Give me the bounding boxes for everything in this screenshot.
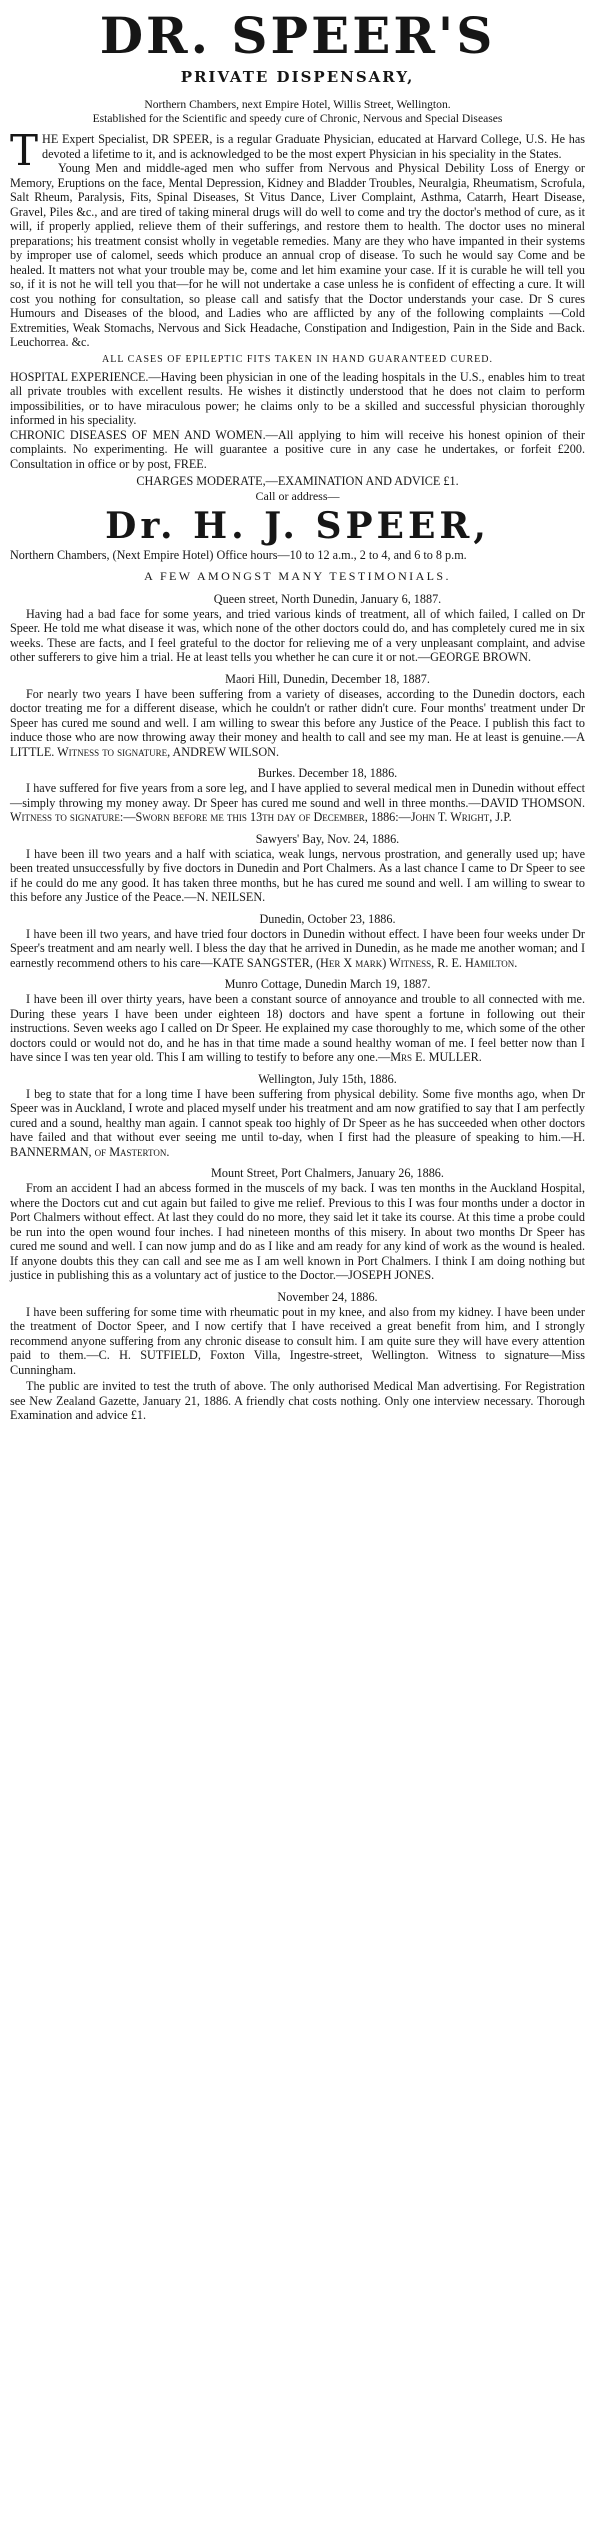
testimonial-dateline: Sawyers' Bay, Nov. 24, 1886. (255, 831, 400, 846)
testimonial-text: I beg to state that for a long time I have been suffering from physical debility. Some five months ago, when Dr Speer was in Auckland, I wrote and placed myself under his treatment and am now gratified to say that I am perfectly cured and a sound, healthy man again. I cannot speak too highly of Dr Speer as he has succeeded when other doctors have failed and that without ever seeing me until to-day, when I first had the pleasure of speaking to him.— (10, 1086, 585, 1144)
testimonial-dateline: Maori Hill, Dunedin, December 18, 1887. (225, 671, 430, 686)
testimonial-body (10, 1181, 585, 1283)
established-line: Established for the Scientific and speedy cure of Chronic, Nervous and Special Diseases (92, 112, 503, 125)
testimonial-signature: A LITTLE. Witness to signature, ANDREW WILSON. (10, 730, 585, 759)
closing-paragraph: The public are invited to test the truth of above. The only authorised Medical Man advertising. For Registration see New Zealand Gazette, January 21, 1886. A friendly chat costs nothing. Only one interview necessary. Thorough Examination and advice £1. (10, 1379, 585, 1422)
testimonial-text: I have been ill two years and a half with sciatica, weak lungs, nervous prostration, and generally used up; have been treated unsuccessfully by five doctors in Dunedin and Port Chalmers. As a last chance I came to Dr Speer to see if he could do me any good. It has taken three months, but he has cured me sound and well. I am willing to swear to this before any Justice of the Peace.— (10, 846, 585, 904)
charges-line: CHARGES MODERATE,—EXAMINATION AND ADVICE £1. (136, 474, 459, 488)
testimonial-signature: Mrs E. MULLER. (390, 1050, 482, 1064)
testimonial-body (10, 992, 585, 1065)
testimonial-dateline: Queen street, North Dunedin, January 6, 1887. (213, 591, 442, 606)
intro-text: HE Expert Specialist, DR SPEER, is a regular Graduate Physician, educated at Harvard College, U.S. He has devoted a lifetime to it, and is acknowledged to be the most expert Physician in his speciality in the States. (42, 132, 585, 161)
testimonial-signature: GEORGE BROWN. (430, 650, 531, 664)
testimonial-signature: DAVID THOMSON. Witness to signature:—Sworn before me this 13th day of December, 1886:—John T. Wright, J.P. (10, 795, 585, 824)
testimonial-signature: KATE SANGSTER, (Her X mark) Witness, R. E. Hamilton. (212, 955, 518, 970)
testimonial-item (10, 1289, 585, 1378)
testimonial-item (10, 591, 585, 665)
testimonial-text: I have been ill over thirty years, have been a constant source of annoyance and trouble to all connected with me. During these years I have been under eighteen 18) doctors and have spent a fortune in following out their instructions. Seven weeks ago I called on Dr Speer. He explained my case thoroughly to me, which some of the other doctors could or would not do, and he has in that time made a sound healthy woman of me. I feel better now than I have since I was ten year old. This I am willing to testify to before any one.— (10, 992, 585, 1064)
testimonial-body (10, 781, 585, 825)
testimonial-dateline: November 24, 1886. (277, 1289, 378, 1304)
testimonial-body (10, 687, 585, 760)
testimonial-text: From an accident I had an abcess formed in the muscels of my back. I was ten months in the Auckland Hospital, where the Doctors cut and cut again but failed to give me relief. Previous to this I was four months under a doctor in Port Chalmers without effect. At last they could do no more, they said let it take its course. At this time a probe could be run into the open wound four inches. I had nineteen months of this misery. In about two months Dr Speer has cured me sound and well. I can now jump and do as I like and am ready for any kind of work as the wound is healed. If anyone doubts this they can call and see me as I am well known in Port Chalmers. I think I am doing nothing but justice in publishing this as a voluntary act of justice to the Doctor.— (10, 1181, 585, 1282)
hospital-experience-paragraph: HOSPITAL EXPERIENCE.—Having been physician in one of the leading hospitals in the U.S., enables him to treat all private troubles with excellent results. He wishes it distinctly understood that he does not claim to perform impossibilities, or to have miraculous power; he claims only to be a skilled and successful physician thoroughly informed in his speciality. (10, 369, 585, 427)
testimonial-body (10, 1305, 585, 1378)
intro-paragraph (10, 126, 585, 175)
testimonial-body (10, 1087, 585, 1160)
epileptic-fits-line: ALL CASES OF EPILEPTIC FITS TAKEN IN HAND GUARANTEED CURED. (102, 353, 493, 365)
office-hours: Northern Chambers, (Next Empire Hotel) Office hours—10 to 12 a.m., 2 to 4, and 6 to 8 p.m. (10, 548, 467, 562)
testimonial-text: I have been suffering for some time with rheumatic pout in my knee, and also from my kidney. I have been under the treatment of Doctor Speer, and I now certify that I have received a great benefit from him, and I strongly recommend anyone suffering from any chronic disease to consult him. I am quite sure they will have every attention paid to them.—C. H. SUTFIELD, Foxton Villa, Ingestre-street, Wellington. Witness to signature—Miss Cunningham. (10, 1304, 585, 1377)
testimonial-dateline: Dunedin, October 23, 1886. (259, 911, 396, 926)
masthead-title: DR. SPEER'S (99, 6, 496, 65)
dispensary-address: Northern Chambers, next Empire Hotel, Willis Street, Wellington. (144, 98, 451, 111)
testimonial-body (10, 927, 585, 971)
testimonial-dateline: Munro Cottage, Dunedin March 19, 1887. (224, 977, 431, 991)
testimonial-body (10, 607, 585, 665)
testimonial-dateline: Burkes. December 18, 1886. (257, 766, 398, 780)
testimonial-dateline: Wellington, July 15th, 1886. (258, 1071, 397, 1086)
testimonial-list (10, 591, 585, 1378)
chronic-diseases-paragraph: CHRONIC DISEASES OF MEN AND WOMEN.—All applying to him will receive his honest opinion of their complaints. No experimenting. He will guarantee a positive cure in any case he undertakes, or forfeit £200. Consultation in office or by post, FREE. (10, 427, 585, 471)
testimonial-text: I have been ill two years, and have tried four doctors in Dunedin without effect. I have been four weeks under Dr Speer's treatment and am nearly well. I bless the day that he arrived in Dunedin, as he made me another woman; and I earnestly recommend others to his care— (10, 926, 585, 970)
testimonial-text: For nearly two years I have been suffering from a variety of diseases, according to the Dunedin doctors, each doctor treating me for a different disease, which he couldn't or rather didn't cure. Four months' treatment under Dr Speer has cured me sound and well. I am willing to swear this before any Justice of the Peace. I publish this fact to induce those who are now throwing away their money and health to call and see my man. He at least is genuine.— (10, 686, 585, 744)
testimonial-item (10, 911, 585, 971)
testimonial-signature: N. NEILSEN. (196, 890, 266, 904)
testimonial-text: I have suffered for five years from a sore leg, and I have applied to several medical men in Dunedin without effect—simply throwing my money away. Dr Speer has cured me sound and well in three months.— (10, 781, 585, 810)
testimonial-item (10, 831, 585, 905)
doctor-name: Dr. H. J. SPEER, (105, 505, 490, 547)
testimonial-signature: JOSEPH JONES. (348, 1268, 435, 1282)
testimonial-item (10, 976, 585, 1065)
testimonial-item (10, 1165, 585, 1283)
call-or-address-line: Call or address— (255, 489, 340, 503)
testimonial-body (10, 847, 585, 905)
testimonials-heading: A FEW AMONGST MANY TESTIMONIALS. (144, 568, 451, 583)
testimonial-item (10, 765, 585, 825)
testimonial-item (10, 671, 585, 760)
drop-cap: T (10, 126, 39, 175)
masthead-subtitle: PRIVATE DISPENSARY, (180, 68, 415, 86)
testimonial-signature: H. BANNERMAN, of Masterton. (10, 1130, 585, 1159)
testimonial-dateline: Mount Street, Port Chalmers, January 26, 1886. (211, 1166, 444, 1180)
testimonial-text: Having had a bad face for some years, and tried various kinds of treatment, all of which failed, I called on Dr Speer. He told me what disease it was, which none of the other doctors could do, and has completely cured me in six weeks. These are facts, and I feel grateful to the doctor for relieving me of a very unpleasant complaint, and advise other sufferers to give him a trial. He at least tells you whether he can cure it or not.— (10, 606, 585, 664)
testimonial-item (10, 1071, 585, 1160)
conditions-paragraph: Young Men and middle-aged men who suffer from Nervous and Physical Debility Loss of Energy or Memory, Eruptions on the face, Mental Depression, Kidney and Bladder Troubles, Neuralgia, Rheumatism, Scrofula, Salt Rheum, Paralysis, Fits, Spinal Diseases, St Vitus Dance, Liver Complaint, Asthma, Catarrh, Heart Disease, Gravel, Piles &c., and are tired of taking mineral drugs will do well to come and try the doctor's method of cure, as it will, if properly applied, relieve them of their sufferings, and restore them to health. The doctor uses no mineral preparations; his treatment consist wholly in vegetable remedies. Many are they who have impanted in their systems by improper use of calomel, seeds which produce an annual crop of disease. To such he would say Come and be healed. It matters not what your trouble may be, come and let him examine your case. If it is curable he will tell you so, if it is not he will tell you that—for he will not undertake a case unless he is confident of effecting a cure. It will cost you nothing for consultation, so please call and satisfy that the Doctor understands your case. Dr S cures Humours and Diseases of the blood, and Ladies who are afflicted by any of the following complaints —Cold Extremities, Weak Stomachs, Nervous and Sick Headache, Constipation and Indigestion, Pain in the Side and Back. Leuchorrea. &c. (10, 161, 585, 349)
